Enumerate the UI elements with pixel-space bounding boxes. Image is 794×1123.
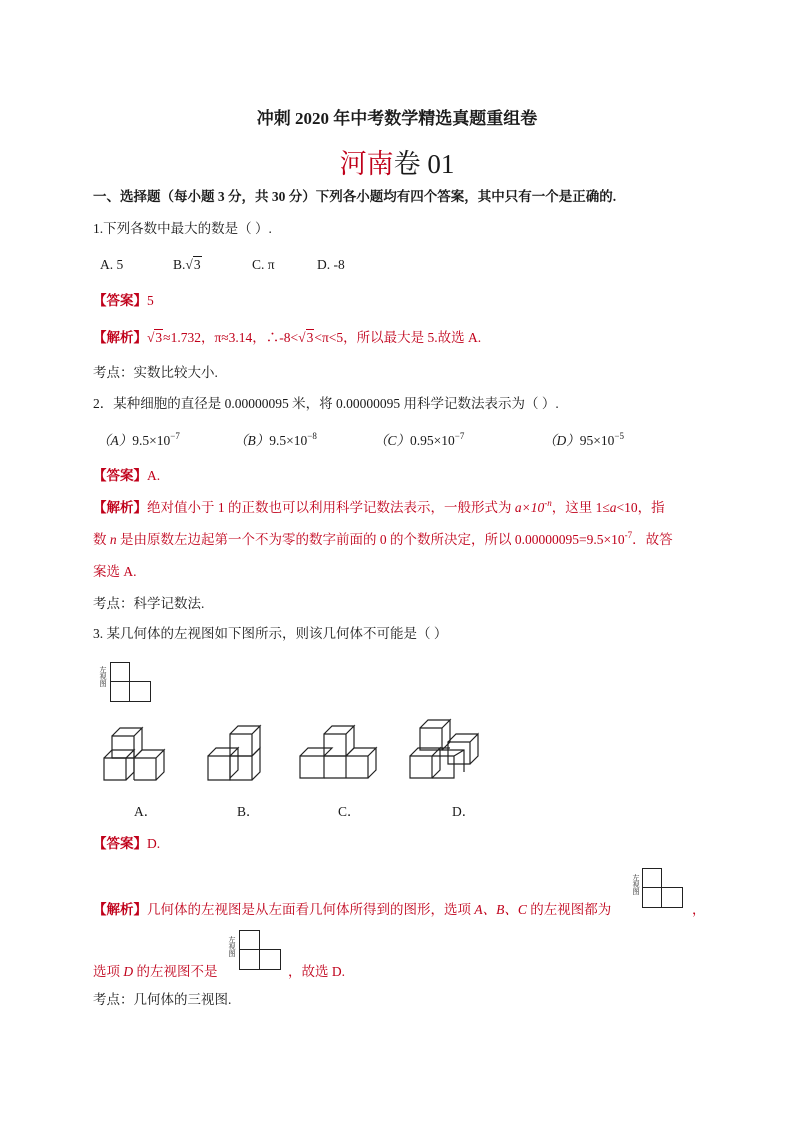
inline-left-view-label: 左视图 — [228, 936, 236, 957]
answer-tag: 【答案】 — [93, 293, 147, 308]
subtitle-volume: 卷 01 — [393, 149, 455, 179]
view-square — [239, 949, 260, 970]
q3-analysis-text: 的左视图不是 — [133, 964, 218, 979]
q3-option-d: D． — [452, 804, 476, 819]
analysis-tag: 【解析】 — [93, 500, 147, 515]
q2-analysis-formula: a×10 — [514, 500, 545, 515]
q2-analysis-text: 是由原数左边起第一个不为零的数字前面的 0 的个数所决定，所以 0.00000095=9.5×10 — [116, 532, 625, 547]
q1-option-b: B.√3 — [173, 257, 201, 272]
q3-analysis-text: 选项 — [93, 964, 124, 979]
inline-left-view-1 — [632, 866, 686, 910]
q3-solids-figure — [90, 712, 650, 792]
q1-answer-value: 5 — [147, 293, 154, 308]
q2-option-c — [374, 429, 464, 449]
left-view-figure — [99, 660, 159, 704]
analysis-tag: 【解析】 — [93, 902, 147, 917]
section-heading: 一、选择题（每小题 3 分，共 30 分）下列各小题均有四个答案，其中只有一个是正确的. — [93, 189, 617, 204]
q2-option-c-exp: −7 — [454, 431, 465, 441]
q2-option-b-value: 9.5×10 — [269, 433, 308, 448]
q3-analysis-line-1 — [93, 898, 611, 918]
view-square — [642, 887, 662, 908]
q2-option-b — [234, 429, 317, 449]
q2-option-a-exp: −7 — [170, 431, 180, 441]
q1-analysis-text-2: <π<5，所以最大是 5.故选 A. — [314, 330, 482, 345]
view-square — [642, 868, 662, 888]
q2-analysis-var-n: n — [109, 532, 117, 547]
inline-left-view-label: 左视图 — [632, 874, 640, 895]
q2-option-a-label: （A） — [97, 433, 133, 448]
q2-option-c-value: 0.95×10 — [410, 433, 455, 448]
q2-analysis-text: ．故答 — [632, 532, 673, 547]
q3-stem: 3. 某几何体的左视图如下图所示，则该几何体不可能是（ ） — [93, 626, 448, 641]
view-square — [259, 949, 281, 970]
q2-analysis-line-2 — [93, 528, 673, 548]
view-square — [129, 681, 151, 702]
q2-option-d-exp: −5 — [614, 431, 624, 441]
q1-answer — [93, 289, 154, 309]
q2-option-c-label: （C） — [374, 433, 411, 448]
q3-answer-value: D. — [147, 836, 161, 851]
q2-analysis-text: <10，指 — [616, 500, 665, 515]
q3-analysis-text: 几何体的左视图是从左面看几何体所得到的图形，选项 — [147, 902, 475, 917]
solid-option-c — [300, 726, 376, 778]
q1-analysis-sqrt: 3 — [155, 330, 163, 345]
solid-option-b — [208, 726, 260, 780]
answer-tag: 【答案】 — [93, 468, 147, 483]
page-subtitle — [0, 142, 794, 181]
q2-option-a — [97, 429, 180, 449]
q2-analysis-var-a: a — [609, 500, 617, 515]
q2-option-d — [543, 429, 624, 449]
q3-analysis-comma: ， — [692, 902, 706, 917]
q3-analysis-options: A、B、C — [474, 902, 527, 917]
q1-stem: 1.下列各数中最大的数是（ ）. — [93, 221, 272, 236]
q2-analysis-text: ，这里 1≤ — [551, 500, 610, 515]
q1-analysis: 【解析】√3≈1.732，π≈3.14，∴-8<√3<π<5，所以最大是 5.故选 A. — [93, 330, 482, 345]
q2-analysis-text: 绝对值小于 1 的正数也可以利用科学记数法表示，一般形式为 — [147, 500, 515, 515]
q2-option-d-value: 95×10 — [579, 433, 615, 448]
q2-option-b-exp: −8 — [307, 431, 317, 441]
q2-option-d-label: （D） — [543, 433, 580, 448]
q2-analysis-line-3: 案选 A. — [93, 564, 137, 579]
page-title: 冲刺 2020 年中考数学精选真题重组卷 — [256, 109, 538, 128]
analysis-tag: 【解析】 — [93, 330, 147, 345]
q3-analysis-line-2 — [93, 960, 218, 980]
q2-analysis-text: 数 — [93, 532, 110, 547]
q1-point: 考点：实数比较大小. — [93, 365, 218, 380]
view-square — [661, 887, 683, 908]
q3-point: 考点：几何体的三视图. — [93, 992, 232, 1007]
q3-answer — [93, 832, 160, 852]
q1-option-b-label: B. — [173, 257, 186, 272]
solid-option-a — [104, 728, 164, 780]
view-square — [110, 662, 130, 682]
q2-option-a-value: 9.5×10 — [132, 433, 171, 448]
q3-option-c: C． — [338, 804, 361, 819]
q2-answer-value: A. — [147, 468, 161, 483]
q2-analysis-line-1 — [93, 496, 665, 516]
q1-option-b-value: 3 — [193, 257, 201, 272]
q2-analysis-exp: -7 — [624, 530, 633, 540]
q1-analysis-text-1: ≈1.732，π≈3.14，∴-8< — [163, 330, 299, 345]
q3-analysis-text: 的左视图都为 — [526, 902, 612, 917]
left-view-label: 左视图 — [99, 666, 107, 687]
q1-option-d: D. -8 — [317, 257, 345, 272]
solid-option-d — [410, 720, 478, 778]
q2-option-b-label: （B） — [234, 433, 270, 448]
q3-option-b: B． — [237, 804, 260, 819]
view-square — [239, 930, 260, 950]
q3-analysis-option-d: D — [123, 964, 134, 979]
subtitle-province: 河南 — [339, 149, 394, 179]
q3-option-a: A． — [134, 804, 158, 819]
q2-stem: 2．某种细胞的直径是 0.00000095 米，将 0.00000095 用科学记数法表示为（ ）. — [93, 396, 559, 411]
q2-analysis-formula-exp: -n — [544, 498, 552, 508]
q1-analysis-sqrt-2: 3 — [306, 330, 314, 345]
q1-option-a: A. 5 — [100, 257, 124, 272]
view-square — [110, 681, 130, 702]
answer-tag: 【答案】 — [93, 836, 147, 851]
q3-analysis-end: ，故选 D. — [288, 964, 345, 979]
q1-option-c: C. π — [252, 257, 275, 272]
q2-point: 考点：科学记数法. — [93, 596, 205, 611]
q2-answer — [93, 464, 160, 484]
inline-left-view-2 — [228, 928, 286, 972]
